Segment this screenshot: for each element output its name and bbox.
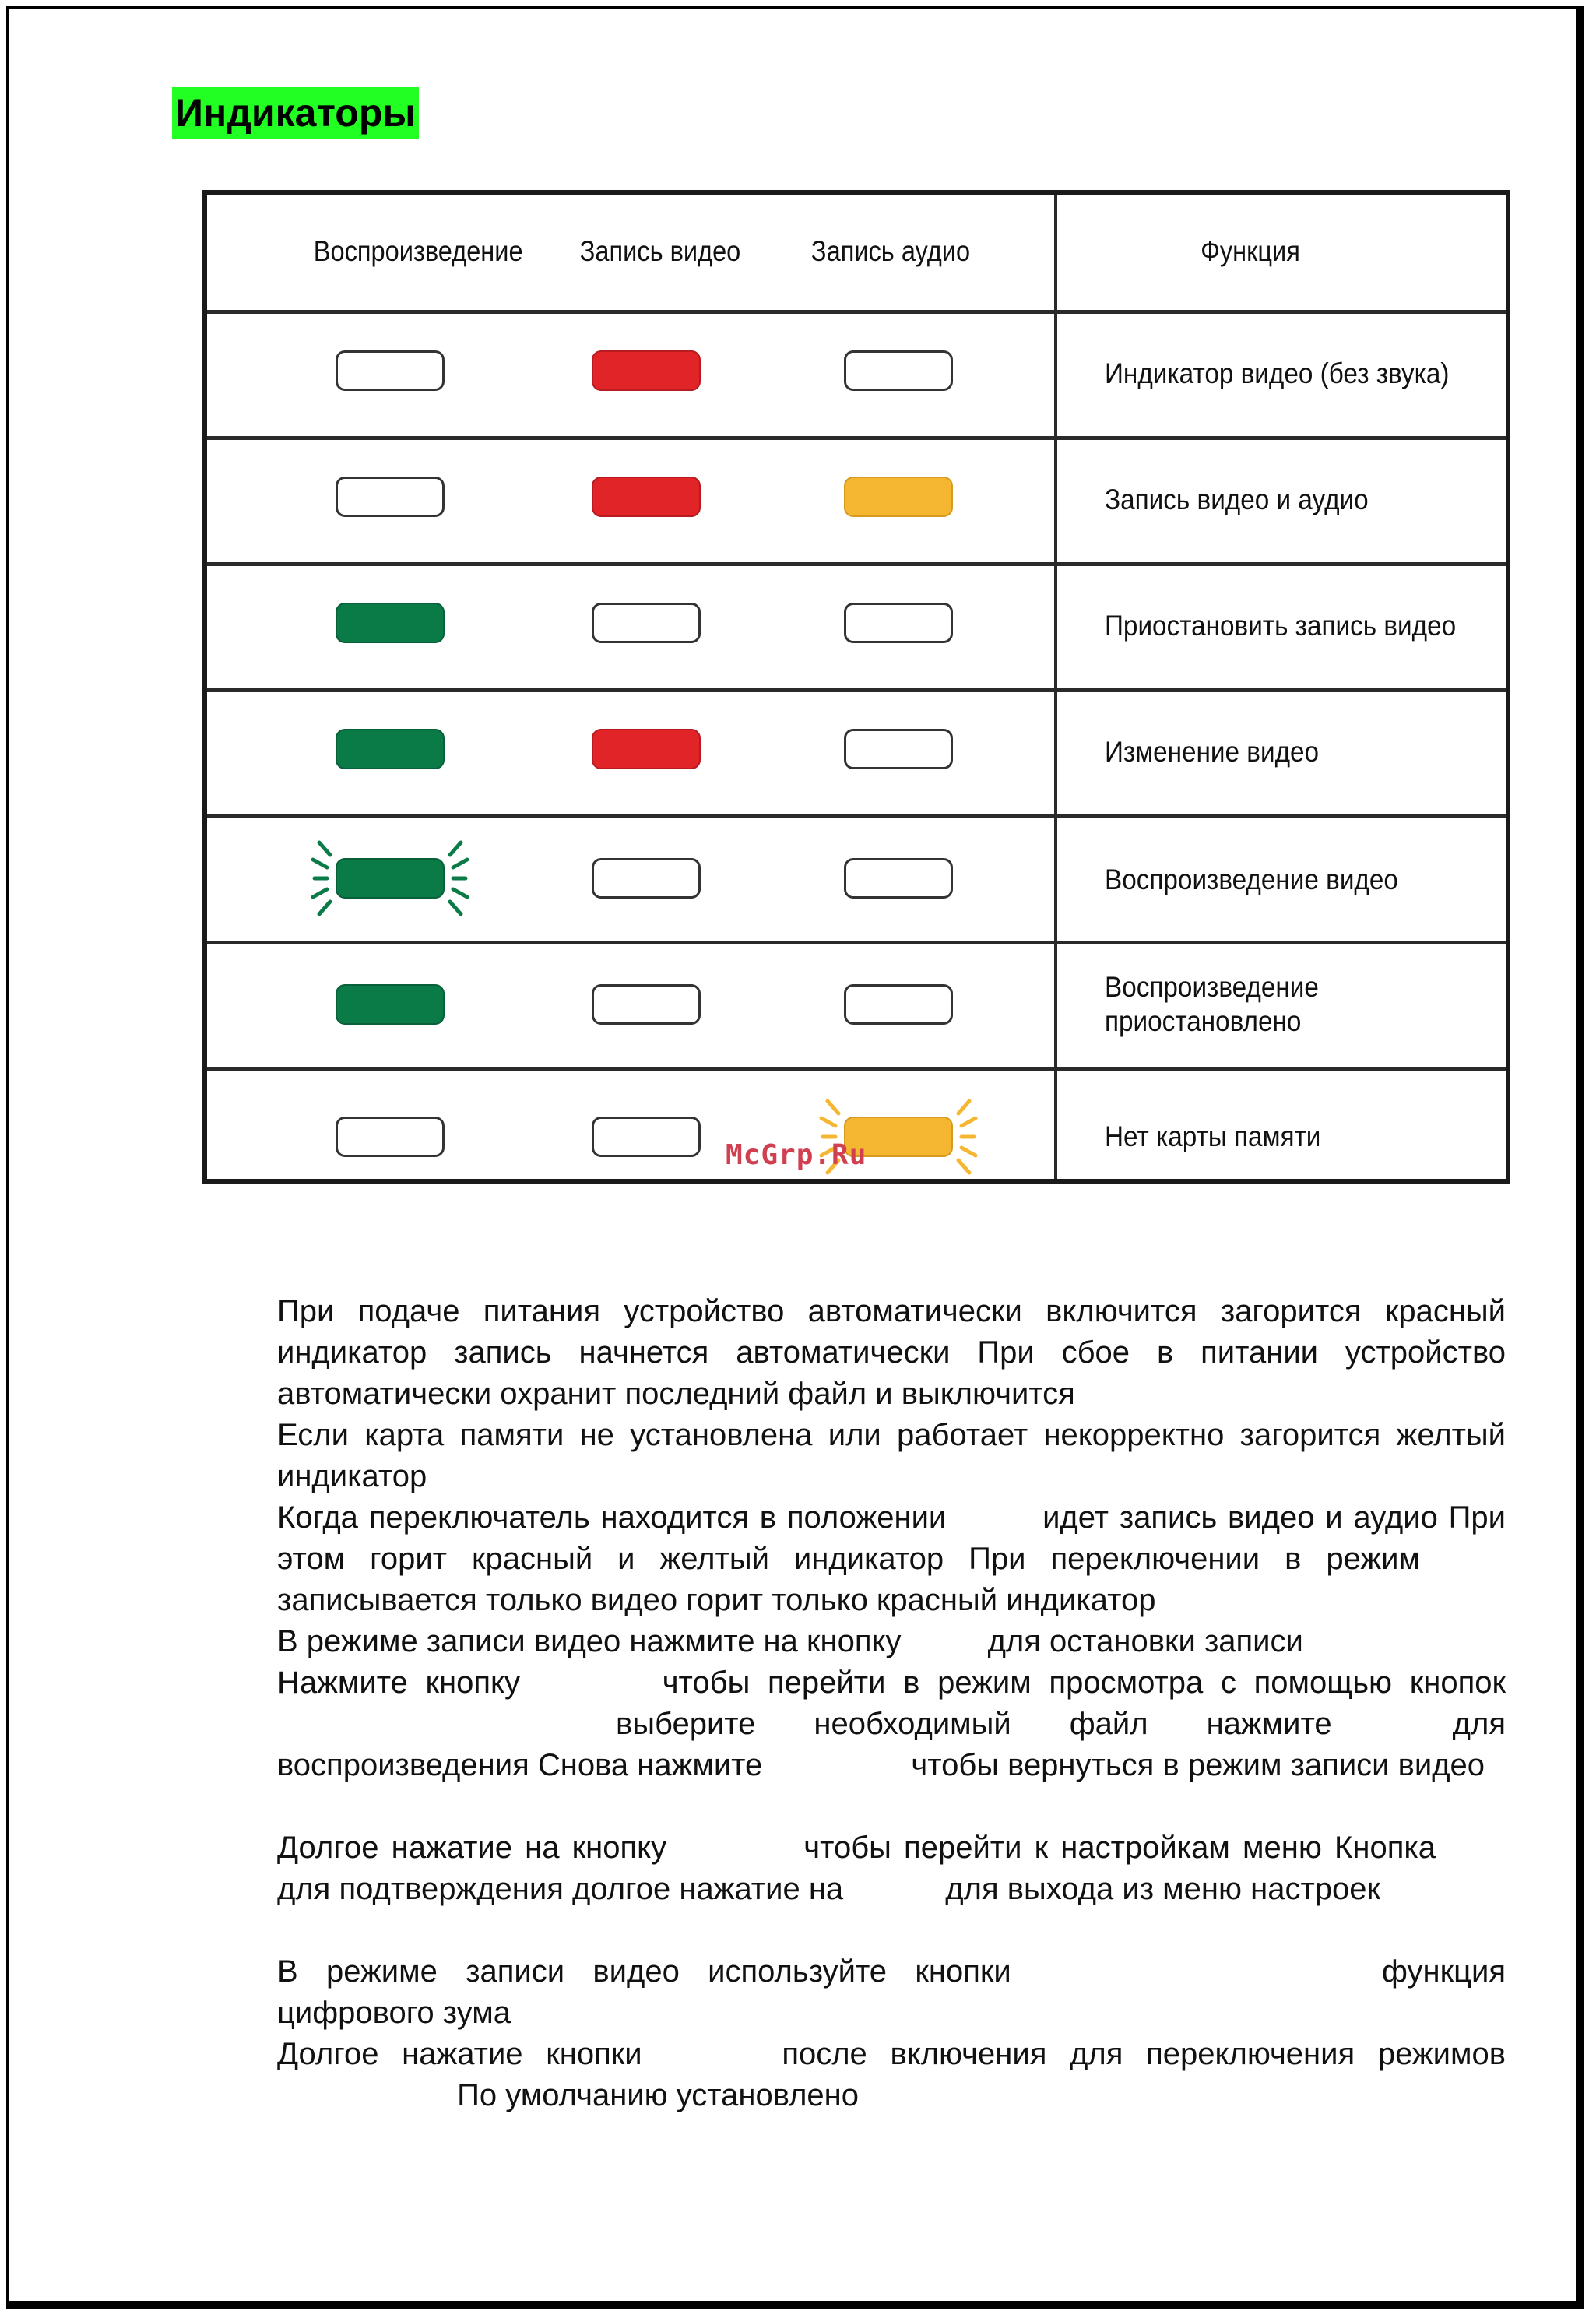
watermark: McGrp.Ru xyxy=(726,1139,867,1171)
text-fragment: выберите необходимый файл нажмите xyxy=(616,1707,1332,1741)
indicator-table xyxy=(202,190,1510,1184)
video-led-off xyxy=(592,603,701,643)
video-led-off xyxy=(592,1117,701,1157)
function-label: Приостановить запись видео xyxy=(1105,610,1457,642)
text-fragment: Когда переключатель находится в положении xyxy=(277,1500,947,1535)
text-fragment: По умолчанию установлено xyxy=(457,2078,860,2112)
header-playback: Воспроизведение xyxy=(313,235,523,267)
text-fragment: Долгое нажатие кнопки xyxy=(277,2037,642,2071)
function-label: Воспроизведение видео xyxy=(1105,864,1398,895)
header-audio-rec: Запись аудио xyxy=(810,235,971,267)
video-led-red xyxy=(592,477,701,517)
playback-led-green xyxy=(336,984,445,1025)
function-label: Запись видео и аудио xyxy=(1105,484,1369,515)
audio-led-off xyxy=(844,603,953,643)
text-fragment: чтобы вернуться в режим записи видео xyxy=(911,1748,1485,1782)
paragraph-zoom xyxy=(277,1951,1506,2034)
playback-led-off xyxy=(336,350,445,391)
video-led-off xyxy=(592,984,701,1025)
text-fragment: чтобы перейти к настройкам меню Кнопка xyxy=(803,1831,1436,1865)
paragraph-stop xyxy=(277,1621,1506,1662)
text-fragment: идет запись видео и аудио При этом горит красный и желтый индикатор При переключении в режим xyxy=(277,1500,1506,1576)
text-fragment: чтобы перейти в режим просмотра с помощью кнопок xyxy=(662,1666,1506,1700)
playback-led-green xyxy=(336,729,445,769)
row-divider xyxy=(207,310,1506,314)
row-divider xyxy=(207,436,1506,440)
audio-led-off xyxy=(844,858,953,899)
text-fragment: Долгое нажатие на кнопку xyxy=(277,1831,667,1865)
paragraph-menu xyxy=(277,1827,1506,1910)
text-fragment: после включения для переключения режимов xyxy=(782,2037,1506,2071)
text-fragment: для подтверждения долгое нажатие на xyxy=(277,1872,844,1906)
paragraph-switch xyxy=(277,1497,1506,1621)
video-led-off xyxy=(592,858,701,899)
audio-led-off xyxy=(844,984,953,1025)
header-function: Функция xyxy=(1201,235,1300,267)
function-label: Изменение видео xyxy=(1105,736,1320,768)
text-fragment: записывается только видео горит только красный индикатор xyxy=(277,1583,1156,1617)
text-fragment: для остановки записи xyxy=(987,1624,1303,1658)
function-label: Воспроизведение xyxy=(1105,971,1319,1003)
paragraph-memory-card: Если карта памяти не установлена или работает некорректно загорится желтый индикатор xyxy=(277,1418,1506,1493)
audio-led-yellow xyxy=(844,477,953,517)
text-fragment: В режиме записи видео нажмите на кнопку xyxy=(277,1624,902,1658)
column-divider xyxy=(1054,195,1057,1179)
function-label: приостановлено xyxy=(1105,1005,1302,1037)
text-fragment: для воспроизведения Снова нажмите xyxy=(277,1707,1506,1782)
text-fragment: функция цифрового зума xyxy=(277,1954,1506,2030)
audio-led-off xyxy=(844,350,953,391)
row-divider xyxy=(207,941,1506,944)
playback-led-green-blinking xyxy=(336,858,445,899)
function-label: Нет карты памяти xyxy=(1105,1120,1321,1152)
row-divider xyxy=(207,1067,1506,1071)
playback-led-off xyxy=(336,477,445,517)
row-divider xyxy=(207,814,1506,818)
header-video-rec: Запись видео xyxy=(579,235,741,267)
function-label: Индикатор видео (без звука) xyxy=(1105,357,1450,389)
row-divider xyxy=(207,688,1506,692)
playback-led-off xyxy=(336,1117,445,1157)
paragraph-power: При подаче питания устройство автоматически включится загорится красный индикатор запись начнется автоматически При сбое в питании устройство автоматически охранит последний файл и выключится xyxy=(277,1294,1506,1411)
row-divider xyxy=(207,562,1506,566)
text-fragment: В режиме записи видео используйте кнопки xyxy=(277,1954,1011,1989)
section-title: Индикаторы xyxy=(172,87,419,139)
paragraph-playback xyxy=(277,1662,1506,1786)
video-led-red xyxy=(592,350,701,391)
text-fragment: Нажмите кнопку xyxy=(277,1666,520,1700)
playback-led-green xyxy=(336,603,445,643)
video-led-red xyxy=(592,729,701,769)
paragraph-mode xyxy=(277,2034,1506,2116)
audio-led-off xyxy=(844,729,953,769)
text-fragment: для выхода из меню настроек xyxy=(945,1872,1381,1906)
